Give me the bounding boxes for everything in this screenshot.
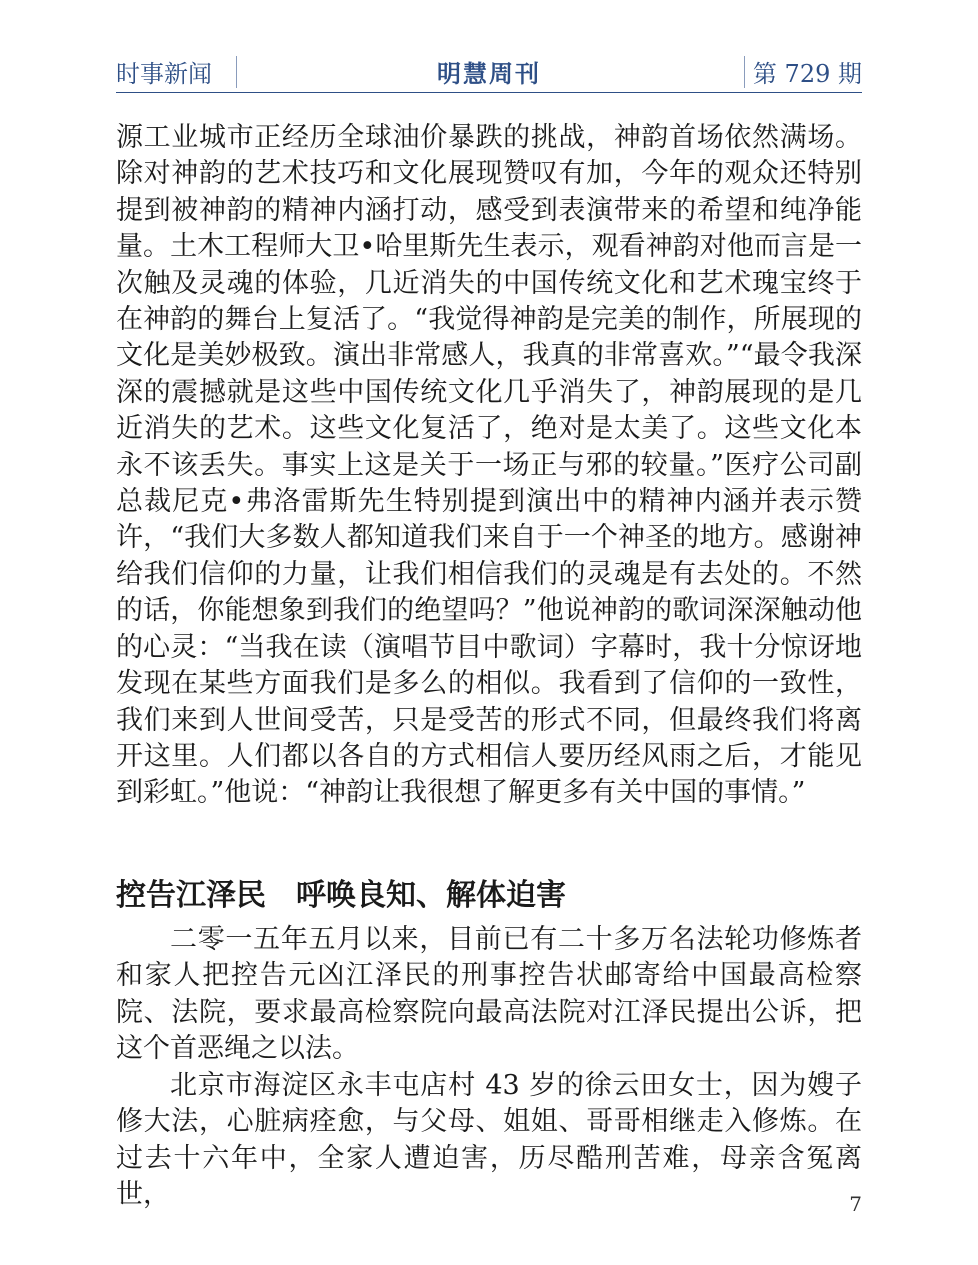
- article-paragraph: 二零一五年五月以来，目前已有二十多万名法轮功修炼者和家人把控告元凶江泽民的刑事控告状邮寄给中国最高检察院、法院，要求最高检察院向最高法院对江泽民提出公诉，把这个首恶绳之以法。: [116, 924, 862, 1065]
- issue-number: 第 729 期: [752, 60, 862, 88]
- article-paragraph: 北京市海淀区永丰屯店村 43 岁的徐云田女士，因为嫂子修大法，心脏病痊愈，与父母、姐姐、哥哥相继走入修炼。在过去十六年中，全家人遭迫害，历尽酷刑苦难，母亲含冤离世，: [116, 1070, 862, 1211]
- section-heading: 控告江泽民 呼唤良知、解体迫害: [116, 878, 566, 913]
- page-number: 7: [849, 1192, 862, 1216]
- article-paragraph: 源工业城市正经历全球油价暴跌的挑战，神韵首场依然满场。除对神韵的艺术技巧和文化展现赞叹有加，今年的观众还特别提到被神韵的精神内涵打动，感受到表演带来的希望和纯净能量。土木工程师大卫•哈里斯先生表示，观看神韵对他而言是一次触及灵魂的体验，几近消失的中国传统文化和艺术瑰宝终于在神韵的舞台上复活了。“我觉得神韵是完美的制作，所展现的文化是美妙极致。演出非常感人，我真的非常喜欢。”“最令我深深的震撼就是这些中国传统文化几乎消失了，神韵展现的是几近消失的艺术。这些文化复活了，绝对是太美了。这些文化本永不该丢失。事实上这是关于一场正与邪的较量。”医疗公司副总裁尼克•弗洛雷斯先生特别提到演出中的精神内涵并表示赞许，“我们大多数人都知道我们来自于一个神圣的地方。感谢神给我们信仰的力量，让我们相信我们的灵魂是有去处的。不然的话，你能想象到我们的绝望吗？”他说神韵的歌词深深触动他的心灵：“当我在读（演唱节目中歌词）字幕时，我十分惊讶地发现在某些方面我们是多么的相似。我看到了信仰的一致性，我们来到人世间受苦，只是受苦的形式不同，但最终我们将离开这里。人们都以各自的方式相信人要历经风雨之后，才能见到彩虹。”他说：“神韵让我很想了解更多有关中国的事情。”: [116, 122, 862, 809]
- header-divider: [744, 56, 745, 88]
- section-label: 时事新闻: [116, 60, 212, 88]
- publication-title: 明慧周刊: [437, 59, 541, 88]
- page-header: [116, 50, 862, 93]
